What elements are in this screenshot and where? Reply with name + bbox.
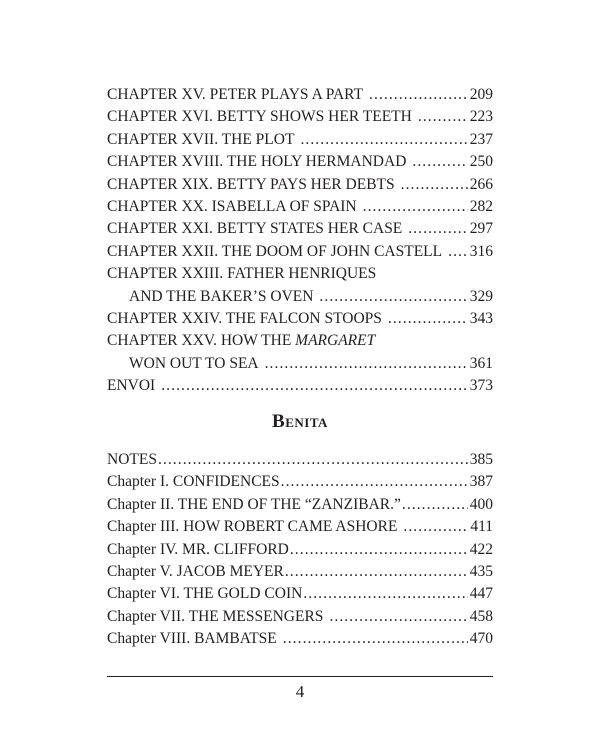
leader-dots xyxy=(161,375,468,397)
leader-dots xyxy=(388,308,468,330)
leader-dots xyxy=(412,151,467,173)
table-of-contents-part-2 xyxy=(107,449,493,651)
toc-entry[interactable] xyxy=(107,308,493,330)
toc-entry-page: 387 xyxy=(469,473,493,491)
leader-dots xyxy=(303,583,467,605)
toc-entry-page: 470 xyxy=(469,630,493,648)
toc-entry-page: 223 xyxy=(469,108,493,126)
leader-dots xyxy=(363,196,468,218)
toc-entry-title: CHAPTER XVII. THE PLOT xyxy=(107,130,295,148)
toc-entry[interactable] xyxy=(107,449,493,471)
toc-entry-title: CHAPTER XX. ISABELLA OF SPAIN xyxy=(107,198,357,216)
toc-entry-page: 297 xyxy=(469,220,493,238)
toc-entry-title-line1-prefix: CHAPTER XXV. HOW THE xyxy=(107,332,296,350)
toc-entry-page: 447 xyxy=(469,585,493,603)
toc-entry-title: ENVOI xyxy=(107,377,156,395)
leader-dots xyxy=(265,353,468,375)
toc-entry-title: Chapter V. JACOB MEYER xyxy=(107,563,284,581)
toc-entry[interactable] xyxy=(107,516,493,538)
toc-entry-page: 361 xyxy=(469,354,493,372)
toc-entry-title: CHAPTER XXIV. THE FALCON STOOPS xyxy=(107,310,382,328)
toc-entry-two-line[interactable] xyxy=(107,330,493,375)
toc-entry-title-line2: AND THE BAKER’S OVEN xyxy=(129,287,314,305)
toc-entry[interactable] xyxy=(107,494,493,516)
toc-entry-title: Chapter VIII. BAMBATSE xyxy=(107,630,277,648)
toc-entry-page: 266 xyxy=(469,175,493,193)
toc-entry-title: Chapter VI. THE GOLD COIN xyxy=(107,585,303,603)
toc-entry-page: 435 xyxy=(469,563,493,581)
leader-dots xyxy=(283,628,468,650)
toc-entry[interactable] xyxy=(107,151,493,173)
toc-entry-page: 411 xyxy=(470,518,493,536)
toc-entry-page: 209 xyxy=(469,86,493,103)
leader-dots xyxy=(408,218,467,240)
toc-entry[interactable] xyxy=(107,561,493,583)
toc-entry-title: Chapter IV. MR. CLIFFORD xyxy=(107,540,289,558)
toc-entry[interactable] xyxy=(107,196,493,218)
leader-dots xyxy=(290,539,468,561)
toc-entry-page: 237 xyxy=(469,130,493,148)
toc-entry[interactable] xyxy=(107,628,493,650)
leader-dots xyxy=(403,516,468,538)
toc-entry-title: NOTES xyxy=(107,451,157,468)
toc-entry-title: Chapter VII. THE MESSENGERS xyxy=(107,607,324,625)
toc-entry[interactable] xyxy=(107,583,493,605)
leader-dots xyxy=(418,106,468,128)
toc-entry-title: Chapter I. CONFIDENCES xyxy=(107,473,280,491)
toc-entry-title: CHAPTER XVI. BETTY SHOWS HER TEETH xyxy=(107,108,412,126)
toc-entry[interactable] xyxy=(107,84,493,106)
toc-entry-page: 400 xyxy=(469,495,493,513)
toc-entry-page: 422 xyxy=(469,540,493,558)
toc-entry-title: CHAPTER XV. PETER PLAYS A PART xyxy=(107,86,364,103)
toc-entry-page: 373 xyxy=(469,377,493,395)
toc-entry[interactable] xyxy=(107,106,493,128)
ship-name-italic: MARGARET xyxy=(295,332,376,350)
toc-entry[interactable] xyxy=(107,539,493,561)
leader-dots xyxy=(281,471,468,493)
toc-entry-title-line1 xyxy=(107,330,493,352)
toc-entry-page: 316 xyxy=(469,242,493,260)
toc-entry[interactable] xyxy=(107,129,493,151)
toc-entry-page: 458 xyxy=(469,607,493,625)
toc-entry-page: 250 xyxy=(469,153,493,171)
leader-dots xyxy=(329,606,467,628)
leader-dots xyxy=(158,449,468,471)
leader-dots xyxy=(369,84,468,106)
toc-entry[interactable] xyxy=(107,375,493,397)
toc-entry-title: CHAPTER XIX. BETTY PAYS HER DEBTS xyxy=(107,175,395,193)
toc-entry-page: 343 xyxy=(469,310,493,328)
leader-dots xyxy=(448,241,468,263)
toc-entry[interactable] xyxy=(107,471,493,493)
toc-entry-title: CHAPTER XXI. BETTY STATES HER CASE xyxy=(107,220,403,238)
footer-rule xyxy=(107,676,493,677)
leader-dots xyxy=(300,129,467,151)
page-number: 4 xyxy=(295,682,305,701)
toc-entry-title: Chapter II. THE END OF THE “ZANZIBAR.” xyxy=(107,495,401,513)
toc-entry[interactable] xyxy=(107,241,493,263)
toc-entry-title-line2: WON OUT TO SEA xyxy=(129,354,259,372)
toc-entry-page: 385 xyxy=(469,451,493,468)
toc-entry-two-line[interactable] xyxy=(107,263,493,308)
toc-entry-page: 329 xyxy=(469,287,493,305)
leader-dots xyxy=(402,494,468,516)
toc-entry-title: Chapter III. HOW ROBERT CAME ASHORE xyxy=(107,518,398,536)
toc-entry[interactable] xyxy=(107,174,493,196)
leader-dots xyxy=(401,174,468,196)
table-of-contents-part-1 xyxy=(107,84,493,398)
toc-entry[interactable] xyxy=(107,606,493,628)
section-title: Benita xyxy=(272,411,328,432)
toc-entry-title: CHAPTER XVIII. THE HOLY HERMANDAD xyxy=(107,153,407,171)
leader-dots xyxy=(319,286,467,308)
toc-entry-title: CHAPTER XXII. THE DOOM OF JOHN CASTELL xyxy=(107,242,443,260)
toc-entry[interactable] xyxy=(107,218,493,240)
toc-entry-page: 282 xyxy=(469,198,493,216)
leader-dots xyxy=(285,561,468,583)
toc-entry-title-line1: CHAPTER XXIII. FATHER HENRIQUES xyxy=(107,265,377,283)
